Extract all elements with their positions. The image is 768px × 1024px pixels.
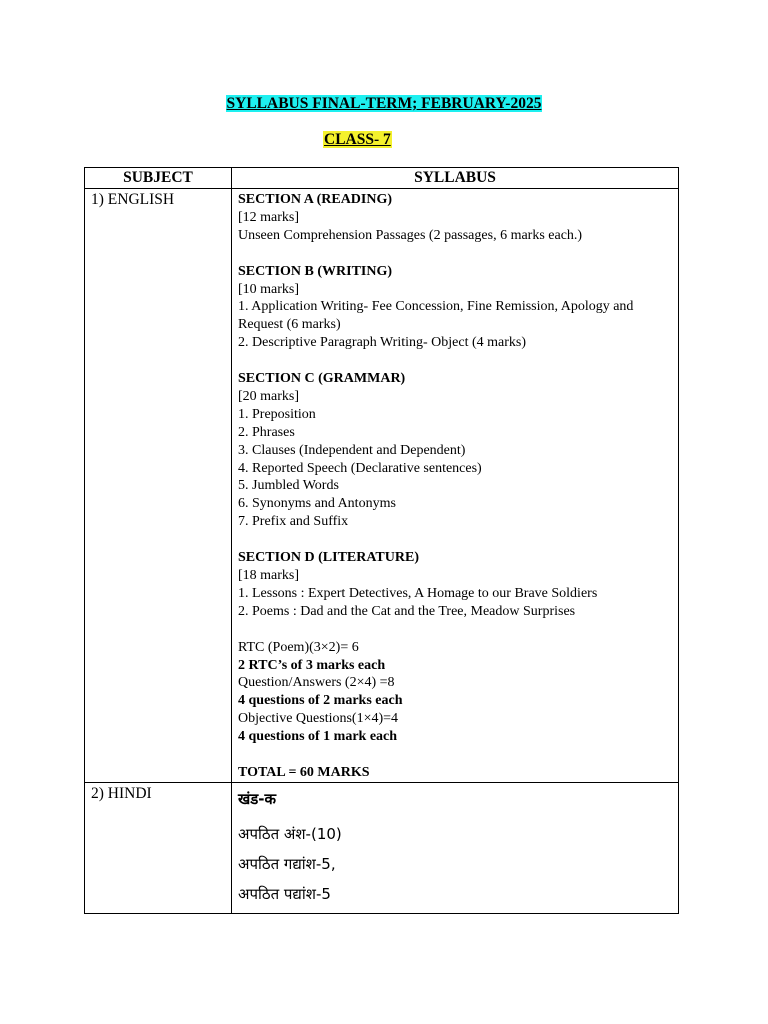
- syllabus-line: अपठित अंश-(10): [238, 824, 342, 843]
- syllabus-line: 6. Synonyms and Antonyms: [238, 496, 396, 512]
- syllabus-line: SECTION B (WRITING): [238, 263, 393, 279]
- syllabus-line: Objective Questions(1×4)=4: [238, 711, 399, 727]
- syllabus-line: [20 marks]: [238, 388, 300, 404]
- syllabus-line: [12 marks]: [238, 209, 300, 225]
- syllabus-line: खंड-क: [238, 789, 277, 808]
- syllabus-line: [18 marks]: [238, 567, 300, 583]
- syllabus-line: 2. Poems : Dad and the Cat and the Tree, Meadow Surprises: [238, 603, 576, 619]
- syllabus-line: 2. Phrases: [238, 424, 295, 440]
- syllabus-line: 3. Clauses (Independent and Dependent): [238, 442, 466, 458]
- syllabus-line: [238, 245, 672, 263]
- subject-cell: 2) HINDI: [85, 782, 232, 913]
- column-header-syllabus: SYLLABUS: [232, 168, 679, 189]
- syllabus-line: [10 marks]: [238, 281, 300, 297]
- syllabus-line: 7. Prefix and Suffix: [238, 514, 349, 530]
- syllabus-line: 1. Application Writing- Fee Concession, Fine Remission, Apology and Request (6 marks): [238, 299, 634, 333]
- syllabus-line: Question/Answers (2×4) =8: [238, 675, 395, 691]
- syllabus-line: [238, 531, 672, 549]
- syllabus-line: RTC (Poem)(3×2)= 6: [238, 639, 359, 655]
- syllabus-line: TOTAL = 60 MARKS: [238, 764, 370, 780]
- syllabus-line: अपठित गद्यांश-5,: [238, 854, 336, 873]
- syllabus-cell: [232, 189, 679, 783]
- syllabus-line: 1. Preposition: [238, 406, 316, 422]
- syllabus-line: 1. Lessons : Expert Detectives, A Homage to our Brave Soldiers: [238, 585, 598, 601]
- syllabus-line: SECTION A (READING): [238, 192, 393, 207]
- syllabus-line: 4 questions of 2 marks each: [238, 693, 403, 709]
- syllabus-line: [238, 746, 672, 764]
- class-label: [323, 131, 392, 149]
- syllabus-line: 4 questions of 1 mark each: [238, 729, 398, 745]
- syllabus-line: SECTION C (GRAMMAR): [238, 371, 406, 387]
- syllabus-line: अपठित पद्यांश-5: [238, 884, 331, 903]
- page-title-text: SYLLABUS FINAL-TERM; FEBRUARY-2025: [226, 95, 542, 112]
- syllabus-cell: [232, 782, 679, 913]
- syllabus-line: 4. Reported Speech (Declarative sentences): [238, 460, 482, 476]
- syllabus-line: Unseen Comprehension Passages (2 passages, 6 marks each.): [238, 227, 583, 243]
- syllabus-line: [238, 621, 672, 639]
- syllabus-line: [238, 352, 672, 370]
- syllabus-line: 5. Jumbled Words: [238, 478, 339, 494]
- subject-cell: 1) ENGLISH: [85, 189, 232, 783]
- syllabus-line: SECTION D (LITERATURE): [238, 550, 419, 566]
- class-label-text: CLASS- 7: [324, 131, 391, 148]
- syllabus-line: 2 RTC’s of 3 marks each: [238, 657, 386, 673]
- syllabus-line: 2. Descriptive Paragraph Writing- Object (4 marks): [238, 335, 527, 351]
- table-header-row: [85, 168, 679, 189]
- table-row: [85, 189, 679, 783]
- page-title: [0, 95, 768, 113]
- table-row: [85, 782, 679, 913]
- column-header-subject: SUBJECT: [85, 168, 232, 189]
- syllabus-table: [84, 167, 679, 914]
